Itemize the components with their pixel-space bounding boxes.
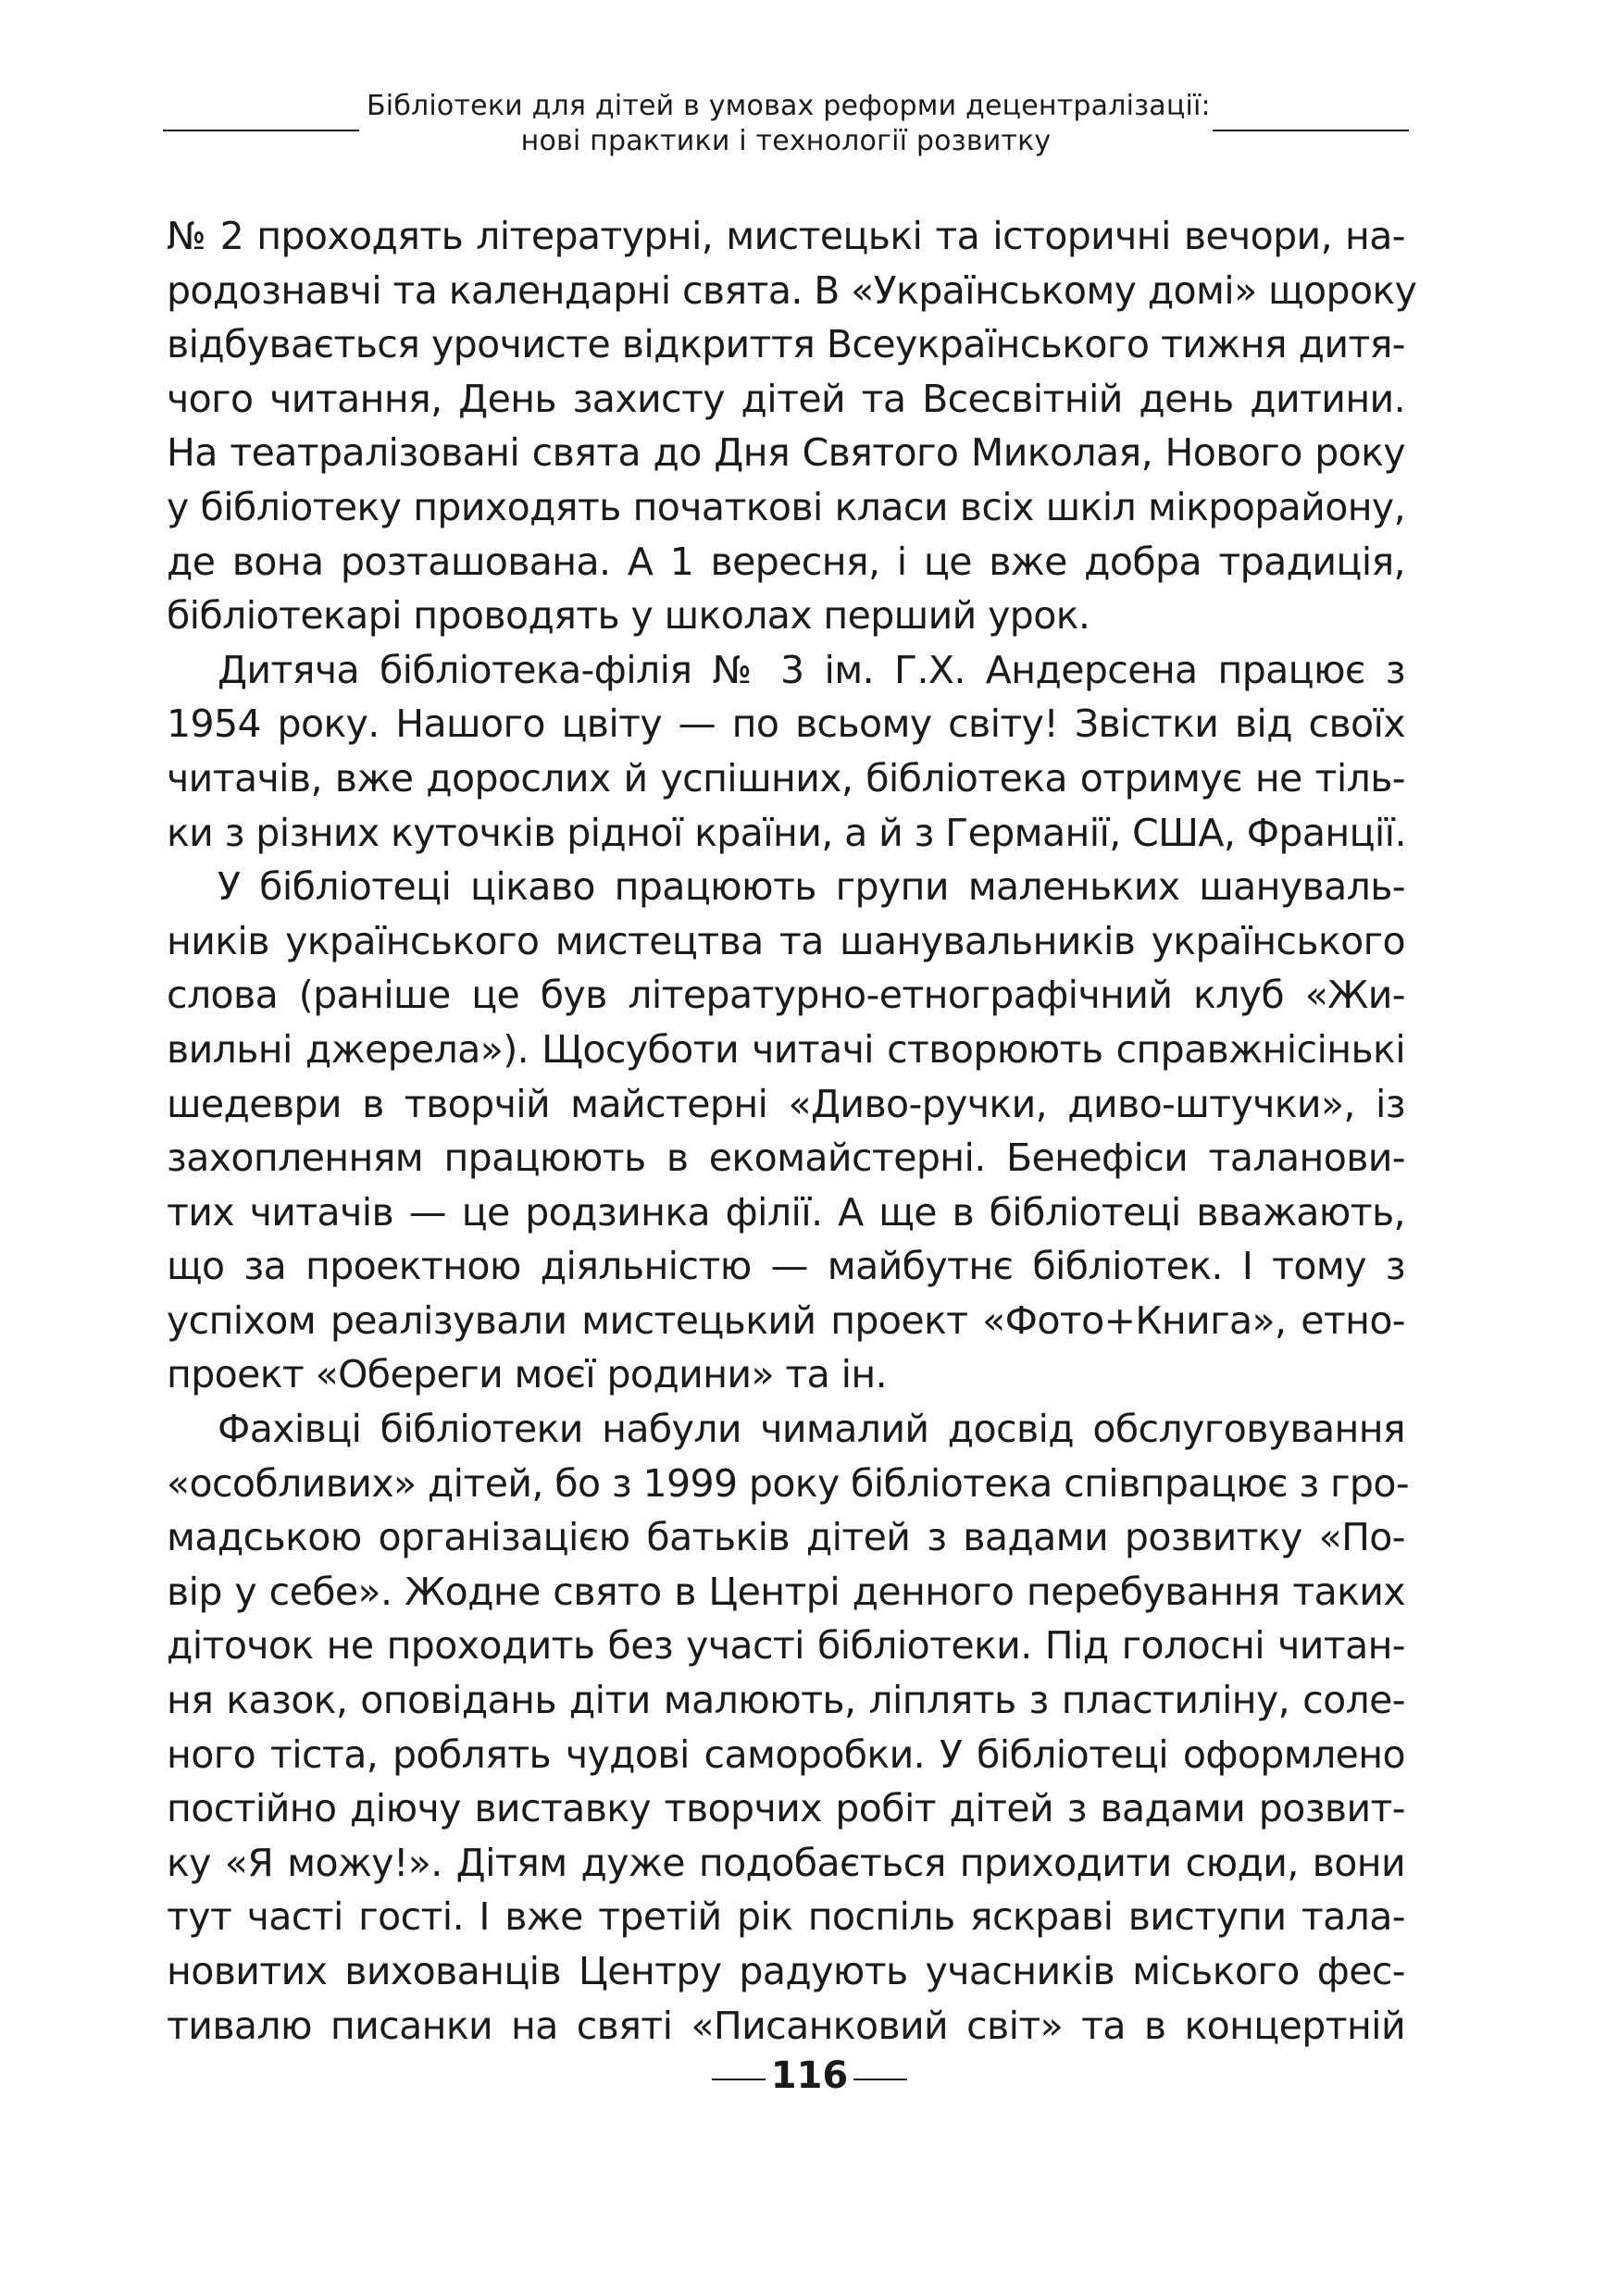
text-line: тут часті гості. І вже третій рік поспіль яскраві виступи тала- (167, 1894, 1405, 1940)
text-line: мадською організацією батьків дітей з вадами розвитку «По- (167, 1515, 1405, 1560)
folio-dash-left (712, 2079, 766, 2080)
text-line: ки з різних куточків рідної країни, а й з Германії, США, Франції. (167, 810, 1406, 855)
header-rule-left (163, 130, 359, 131)
text-line: постійно діючу виставку творчих робіт дітей з вадами розвит- (167, 1786, 1405, 1831)
text-line: слова (раніше це був літературно-етнографічний клуб «Жи- (167, 973, 1405, 1018)
text-line: вильні джерела»). Щосуботи читачі створюють справжнісінькі (167, 1026, 1405, 1072)
folio-dash-right (853, 2079, 907, 2080)
text-line: бібліотекарі проводять у школах перший урок. (167, 593, 1090, 639)
header-title (367, 89, 1211, 159)
text-line: читачів, вже дорослих й успішних, бібліотека отримує не тіль- (167, 755, 1405, 800)
text-line: ку «Я можу!». Дітям дуже подобається приходити сюди, вони (167, 1840, 1405, 1885)
text-line: родознавчі та календарні свята. В «Українському домі» щороку (167, 267, 1417, 313)
text-line: у бібліотеку приходять початкові класи всіх шкіл мікрорайону, (167, 484, 1405, 529)
text-line: новитих вихованців Центру радують учасників міського фес- (167, 1949, 1405, 1993)
text-line: ного тіста, роблять чудові саморобки. У бібліотеці оформлено (167, 1731, 1405, 1777)
text-line: захопленням працюють в екомайстерні. Бенефіси таланови- (167, 1136, 1405, 1181)
text-line: що за проектною діяльністю — майбутнє бібліотек. І тому з (167, 1244, 1405, 1289)
body-text (167, 209, 1417, 2053)
text-line: № 2 проходять літературні, мистецькі та історичні вечори, на- (167, 214, 1405, 258)
header-title-line-2: нові практики і технології розвитку (520, 125, 1052, 157)
text-line: проект «Обереги моєї родини» та ін. (167, 1352, 888, 1397)
header-title-line-1: Бібліотеки для дітей в умовах реформи децентралізації: (367, 90, 1211, 122)
paragraph (167, 209, 1417, 643)
header-rule-right (1213, 130, 1409, 131)
paragraph (167, 860, 1405, 1402)
text-line: успіхом реалізували мистецький проект «Фото+Книга», етно- (167, 1297, 1405, 1343)
text-line: ників українського мистецтва та шанувальників українського (167, 918, 1405, 963)
running-header (163, 89, 1409, 172)
text-line: На театралізовані свята до Дня Святого Миколая, Нового року (167, 430, 1405, 476)
text-line: чого читання, День захисту дітей та Всесвітній день дитини. (167, 376, 1405, 421)
text-line: Фахівці бібліотеки набули чималий досвід обслуговування (218, 1407, 1405, 1452)
text-line: тивалю писанки на святі «Писанковий світ» та в концертній (167, 2003, 1405, 2048)
text-line: 1954 року. Нашого цвіту — по всьому світу! Звістки від своїх (167, 701, 1405, 747)
text-line: ня казок, оповідань діти малюють, ліплять з пластиліну, соле- (167, 1678, 1405, 1723)
text-line: Дитяча бібліотека-філія № 3 ім. Г.Х. Андерсена працює з (218, 647, 1405, 692)
text-line: шедеври в творчій майстерні «Диво-ручки, диво-штучки», із (167, 1081, 1405, 1126)
text-line: діточок не проходить без участі бібліотеки. Під голосні читан- (167, 1623, 1405, 1669)
text-line: відбувається урочисте відкриття Всеукраїнського тижня дитя- (167, 322, 1405, 367)
paragraph (167, 643, 1405, 860)
text-line: У бібліотеці цікаво працюють групи маленьких шануваль- (218, 864, 1405, 910)
text-line: де вона розташована. А 1 вересня, і це вже добра традиція, (167, 539, 1405, 584)
text-line: вір у себе». Жодне свято в Центрі денного перебування таких (167, 1569, 1405, 1614)
text-line: «особливих» дітей, бо з 1999 року бібліотека співпрацює з гро- (167, 1460, 1410, 1506)
page-number: 116 (770, 2054, 849, 2097)
page-number-footer (0, 2053, 1619, 2099)
text-line: тих читачів — це родзинка філії. А ще в бібліотеці вважають, (167, 1189, 1405, 1235)
paragraph (167, 1402, 1410, 2053)
